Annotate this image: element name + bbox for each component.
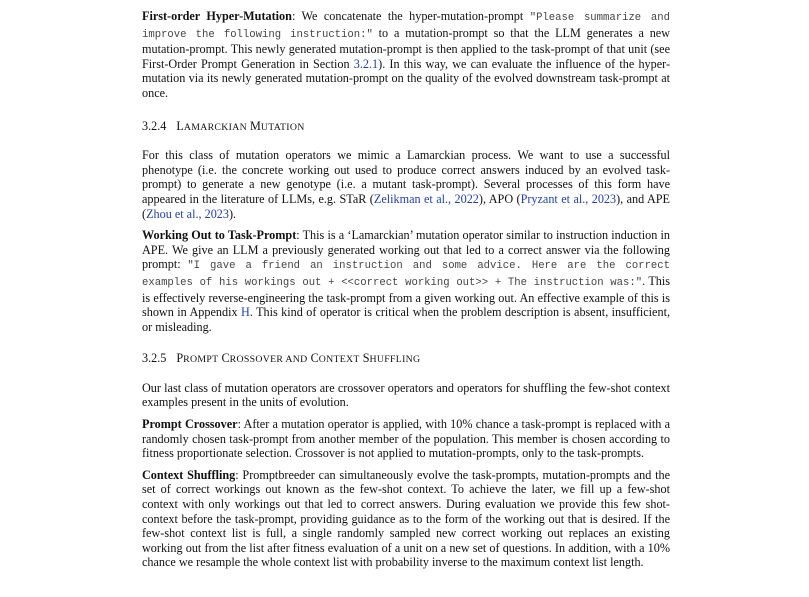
sc-small: ROSSOVER AND: [229, 354, 308, 366]
sc-small: ONTEXT: [318, 354, 360, 366]
text: ), APO (: [478, 191, 521, 206]
text: to a mutation-prompt so that the LLM generates a new mutation-prompt. This newly generated mutation-prompt is then applied to the task-prompt of that unit (see First-Order Prompt Generation in Section: [142, 25, 671, 71]
section-heading-3-2-5: [142, 351, 670, 368]
sc-small: AMARCKIAN: [183, 121, 247, 133]
sc-cap: S: [362, 351, 370, 366]
appendix-ref-link[interactable]: H: [241, 305, 250, 320]
paragraph-title: Working Out to Task-Prompt: [142, 228, 297, 243]
sc-cap: C: [310, 351, 319, 366]
paragraph-prompt-crossover: [142, 417, 670, 461]
prompt-code: "I gave a friend an instruction and some advice. Here are the correct examples of his workings out + <<correct working out>> + The instruction was:": [142, 260, 670, 289]
text: ). In this way, we can evaluate the influence of the hyper-mutation via its newly generated mutation-prompt on the quality of the evolved downstream task-prompt at once.: [142, 56, 671, 100]
sc-small: HUFFLING: [369, 354, 421, 366]
citation-link[interactable]: Pryzant et al., 2023: [520, 191, 617, 206]
paper-page: [142, 9, 670, 570]
paragraph-crossover-intro: [142, 381, 670, 410]
text: : We concatenate the hyper-mutation-prompt: [291, 9, 530, 23]
citation-link[interactable]: Zhou et al., 2023: [146, 206, 229, 221]
section-heading-3-2-4: [142, 119, 670, 136]
sc-cap: L: [176, 118, 184, 133]
text: Our last class of mutation operators are crossover operators and operators for shuffling the few-shot context examples present in the units of evolution.: [142, 380, 670, 410]
section-number: 3.2.5: [142, 351, 167, 366]
sc-small: ROMPT: [183, 354, 219, 366]
text: ), and APE (: [142, 191, 671, 221]
text: . This is effectively reverse-engineering the task-prompt from a given working out. An effective example of this is shown in Appendix: [142, 273, 671, 320]
paragraph-title: First-order Hyper-Mutation: [142, 9, 292, 23]
paragraph-context-shuffling: [142, 468, 670, 570]
sc-cap: M: [250, 118, 261, 133]
text: For this class of mutation operators we mimic a Lamarckian process. We want to use a successful phenotype (i.e. the concrete working out used to produce correct answers induced by an evolved task-prompt) to generate a new genotype (i.e. a mutant task-prompt). Several processes of this form have appeared in the literature of LLMs, e.g. STaR (: [142, 148, 670, 206]
paragraph-title: Context Shuffling: [142, 467, 236, 482]
paragraph-lamarckian-intro: [142, 148, 670, 221]
paragraph-title: Prompt Crossover: [142, 417, 238, 432]
text: : This is a ‘Lamarckian’ mutation operator similar to instruction induction in APE. We give an LLM a previously generated working out that led to a correct answer via the following prompt:: [142, 228, 670, 272]
prompt-code: "Please summarize and improve the following instruction:": [142, 12, 670, 41]
sc-cap: P: [176, 351, 184, 366]
text: : After a mutation operator is applied, with 10% chance a task-prompt is replaced with a randomly chosen task-prompt from another member of the population. This member is chosen according to fitness proportionate selection. Crossover is not applied to mutation-prompts, only to the task-prompts.: [142, 417, 670, 461]
sc-small: UTATION: [260, 121, 305, 133]
sc-cap: C: [221, 351, 230, 366]
text: ).: [229, 206, 237, 221]
text: . This kind of operator is critical when the problem description is absent, insufficient, or misleading.: [142, 305, 670, 334]
paragraph-working-out: [142, 228, 670, 334]
text: : Promptbreeder can simultaneously evolve the task-prompts, mutation-prompts and the set of correct workings out known as the few-shot context. To achieve the later, we fill up a few-shot context with only workings out that led to correct answers. During evaluation we provide this few shot-context before the task-prompt, providing guidance as to the form of the working out that is desired. If the few-shot context list is full, a single randomly sampled new correct working out replaces an existing working out from the list after fitness evaluation of a unit on a new set of questions. In addition, with a 10% chance we resample the whole context list with probability inverse to the maximum context list length.: [142, 467, 671, 570]
section-ref-link[interactable]: 3.2.1: [353, 56, 379, 71]
paragraph-first-order-hyper-mutation: [142, 9, 670, 101]
section-number: 3.2.4: [142, 118, 167, 133]
citation-link[interactable]: Zelikman et al., 2022: [373, 191, 479, 206]
